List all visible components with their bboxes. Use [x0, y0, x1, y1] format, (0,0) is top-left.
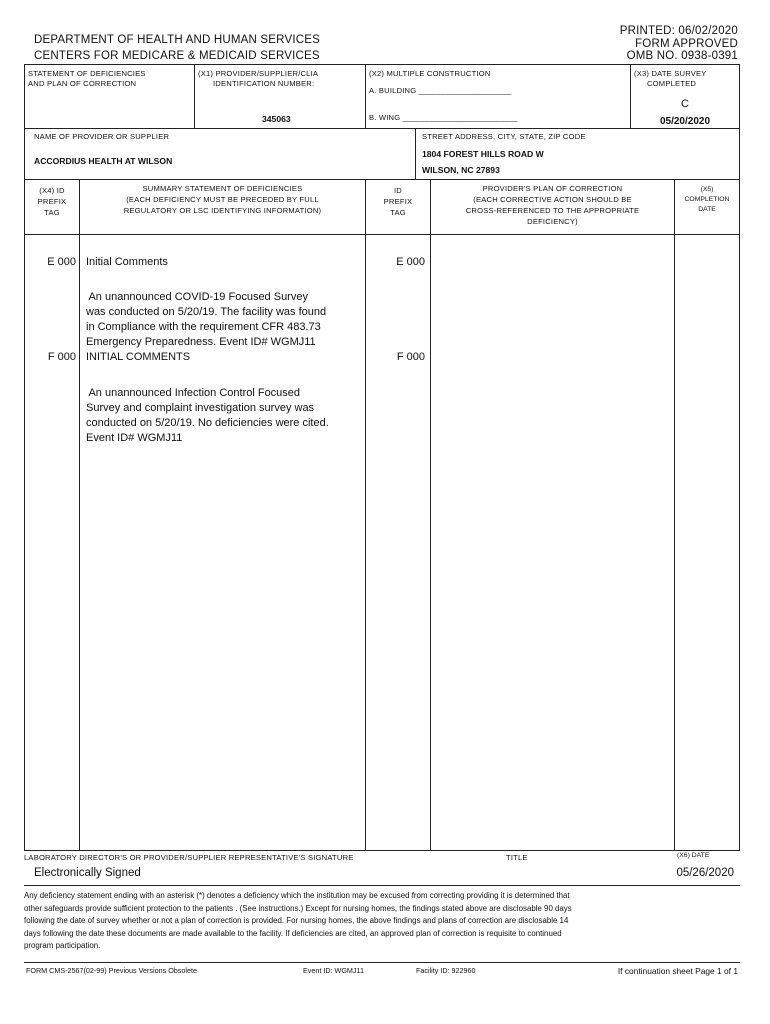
f000-text-line-2: Survey and complaint investigation survey was — [86, 402, 315, 414]
statement-label-1: STATEMENT OF DEFICIENCIES — [28, 69, 146, 78]
signature-value: Electronically Signed — [34, 867, 141, 879]
f000-text-line-4: Event ID# WGMJ11 — [86, 432, 183, 444]
x5-header-2: COMPLETION — [684, 196, 730, 203]
printed-date: PRINTED: 06/02/2020 — [619, 25, 738, 37]
survey-completed-date: 05/20/2020 — [659, 116, 711, 127]
disclaimer-line-4: days following the date these documents are made available to the facility. If deficiencies are cited, an approved plan of correction is requisite to continued — [24, 928, 562, 938]
form-left-border — [24, 64, 25, 851]
f000-id-tag: F 000 — [396, 351, 425, 363]
e000-text-line-3: in Compliance with the requirement CFR 483.73 — [86, 321, 321, 333]
statement-label-2: AND PLAN OF CORRECTION — [28, 79, 137, 88]
divider-x2 — [365, 64, 366, 129]
col-divider-plan — [674, 179, 675, 851]
row-divider-1 — [24, 128, 740, 129]
x3-label-2: COMPLETED — [647, 79, 697, 88]
disclaimer-line-2: other safeguards provide sufficient protection to the patients . (See instructions.) Except for nursing homes, the findings stated above are disclosable 90 days — [24, 903, 572, 913]
id-header-3: TAG — [390, 208, 406, 217]
divider-x1 — [194, 64, 195, 129]
x4-header-1: (X4) ID — [39, 186, 65, 195]
address-line-2: WILSON, NC 27893 — [422, 165, 500, 175]
x4-header-2: PREFIX — [37, 197, 67, 206]
x2-wing: B. WING __________________________ — [369, 113, 518, 122]
col-divider-summary — [365, 179, 366, 851]
footer-page: If continuation sheet Page 1 of 1 — [617, 966, 738, 976]
f000-prefix-tag: F 000 — [47, 351, 76, 363]
disclaimer-line-5: program participation. — [24, 941, 101, 950]
provider-id-number: 345063 — [262, 114, 291, 124]
signature-bottom-border — [24, 885, 740, 886]
disclaimer-line-1: Any deficiency statement ending with an asterisk (*) denotes a deficiency which the institution may be excused from correcting providing it is determined that — [24, 891, 570, 900]
signature-label: LABORATORY DIRECTOR'S OR PROVIDER/SUPPLIER REPRESENTATIVE'S SIGNATURE — [24, 853, 354, 862]
f000-text-line-3: conducted on 5/20/19. No deficiencies were cited. — [86, 417, 329, 429]
divider-address — [415, 128, 416, 180]
footer-facility-id: Facility ID: 922960 — [416, 966, 476, 975]
f000-title: INITIAL COMMENTS — [86, 351, 191, 363]
id-header-2: PREFIX — [383, 197, 413, 206]
row-divider-2 — [24, 179, 740, 180]
omb-number: OMB NO. 0938-0391 — [626, 50, 738, 62]
x1-label-2: IDENTIFICATION NUMBER: — [213, 79, 315, 88]
signature-date: 05/26/2020 — [676, 867, 734, 879]
e000-text-line-4: Emergency Preparedness. Event ID# WGMJ11 — [86, 336, 316, 348]
e000-prefix-tag: E 000 — [47, 256, 76, 268]
e000-title: Initial Comments — [86, 256, 168, 268]
department-line-2: CENTERS FOR MEDICARE & MEDICAID SERVICES — [34, 50, 320, 62]
form-approved: FORM APPROVED — [635, 38, 738, 50]
provider-name: ACCORDIUS HEALTH AT WILSON — [34, 156, 173, 166]
disclaimer — [24, 890, 572, 953]
footer-rule — [24, 962, 740, 963]
x3-label-1: (X3) DATE SURVEY — [634, 69, 707, 78]
summary-header-3: REGULATORY OR LSC IDENTIFYING INFORMATION) — [123, 206, 322, 215]
x2-building: A. BUILDING _____________________ — [369, 86, 512, 95]
summary-header-1: SUMMARY STATEMENT OF DEFICIENCIES — [142, 184, 303, 193]
plan-header-1: PROVIDER'S PLAN OF CORRECTION — [482, 184, 623, 193]
e000-text-line-2: was conducted on 5/20/19. The facility was found — [86, 306, 327, 318]
form-right-border — [739, 64, 740, 851]
x6-date-label: (X6) DATE — [677, 852, 710, 859]
e000-text-line-1: An unannounced COVID-19 Focused Survey — [86, 291, 308, 303]
summary-header-2: (EACH DEFICIENCY MUST BE PRECEDED BY FULL — [126, 195, 319, 204]
id-header-1: ID — [394, 186, 402, 195]
disclaimer-line-3: following the date of survey whether or not a plan of correction is provided. For nursing homes, the above findings and plans of correction are disclosable 14 — [24, 916, 569, 925]
x4-header-3: TAG — [44, 208, 60, 217]
plan-header-3: CROSS-REFERENCED TO THE APPROPRIATE — [465, 206, 640, 215]
x5-header-3: DATE — [698, 206, 716, 213]
f000-text-line-1: An unannounced Infection Control Focused — [86, 387, 301, 399]
plan-header-4: DEFICIENCY) — [527, 217, 578, 226]
provider-name-label: NAME OF PROVIDER OR SUPPLIER — [34, 132, 170, 141]
e000-id-tag: E 000 — [396, 256, 425, 268]
form-bottom-border — [24, 850, 740, 851]
col-divider-id — [430, 179, 431, 851]
title-label: TITLE — [506, 853, 528, 862]
address-label: STREET ADDRESS, CITY, STATE, ZIP CODE — [422, 132, 586, 141]
address-line-1: 1804 FOREST HILLS ROAD W — [422, 149, 544, 159]
footer-event-id: Event ID: WGMJ11 — [303, 966, 364, 975]
col-divider-x4 — [79, 179, 80, 851]
form-top-border — [24, 64, 740, 65]
x2-label: (X2) MULTIPLE CONSTRUCTION — [369, 69, 491, 78]
row-divider-3 — [24, 234, 740, 235]
x5-header-1: (X5) — [700, 186, 714, 193]
plan-header-2: (EACH CORRECTIVE ACTION SHOULD BE — [473, 195, 632, 204]
survey-code: C — [681, 98, 689, 110]
department-line-1: DEPARTMENT OF HEALTH AND HUMAN SERVICES — [34, 34, 320, 46]
x1-label-1: (X1) PROVIDER/SUPPLIER/CLIA — [198, 69, 319, 78]
footer-form-number: FORM CMS-2567(02-99) Previous Versions Obsolete — [26, 966, 197, 975]
